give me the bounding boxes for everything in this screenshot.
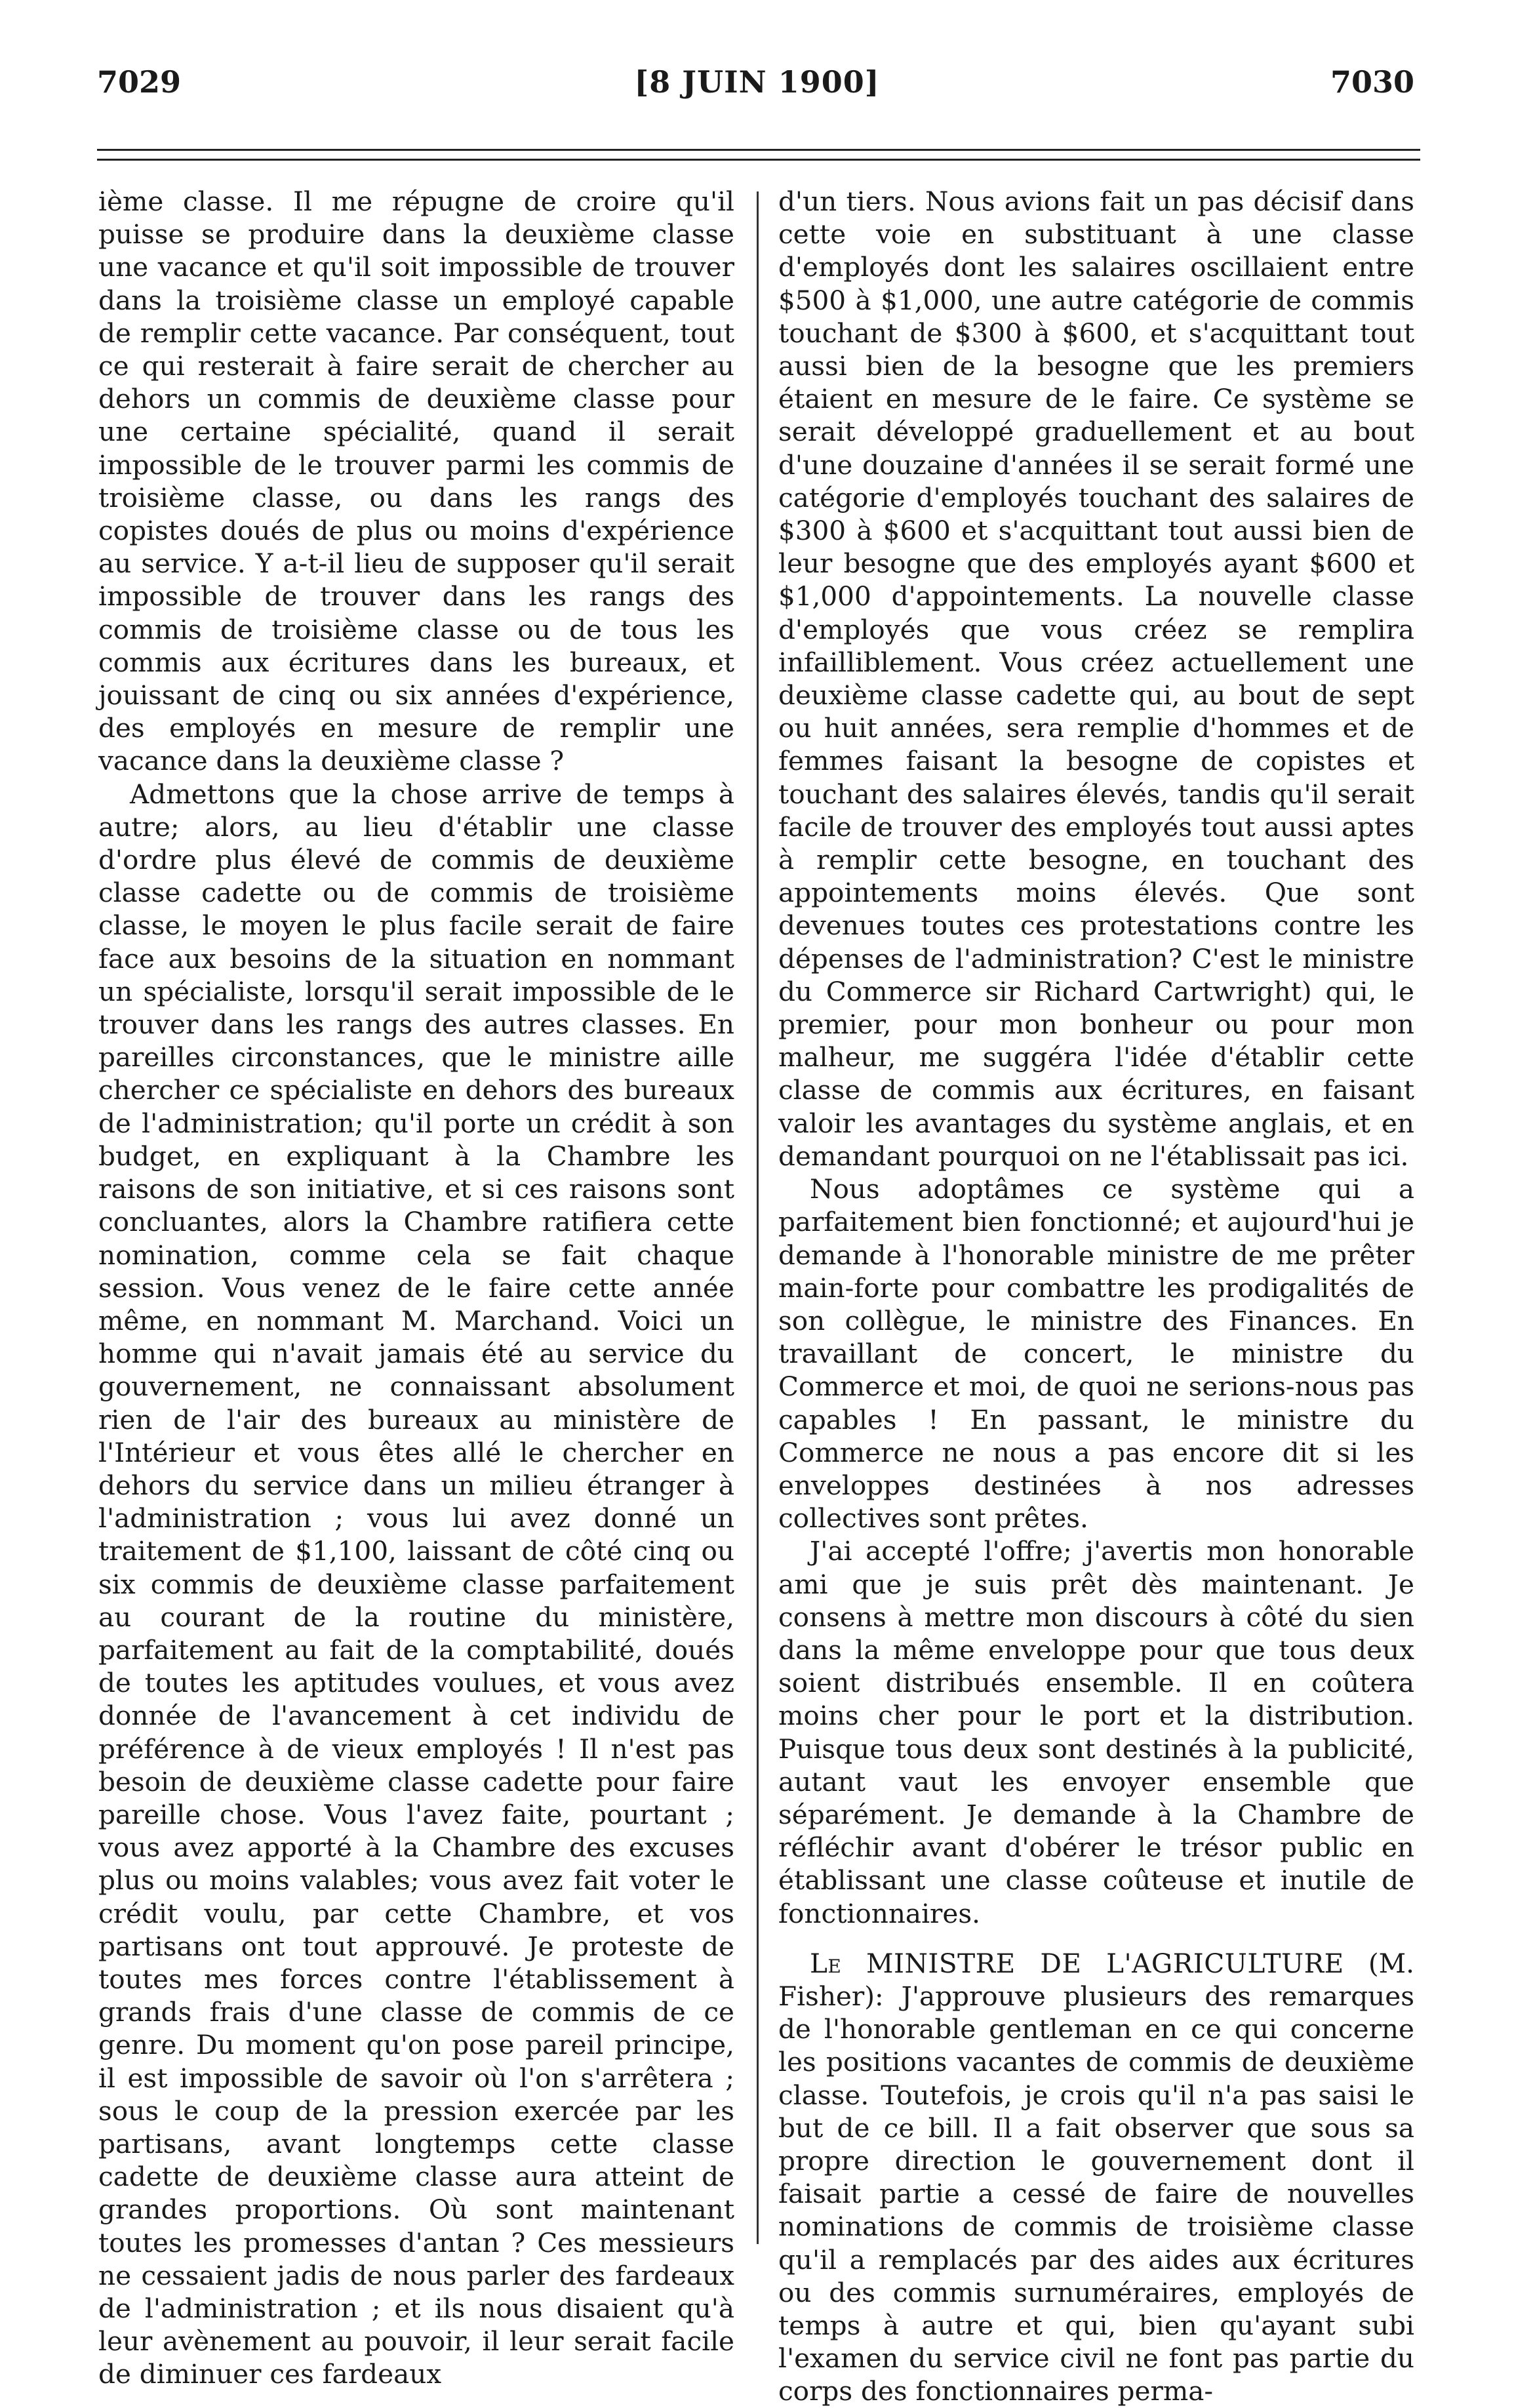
column-divider: [757, 191, 759, 2244]
left-paragraph-1: ième classe. Il me répugne de croire qu'il puisse se produire dans la deuxième classe une vacance et qu'il soit impossible de trouver dans la troisième classe un employé capable de remplir cette vacance. Par conséquent, tout ce qui resterait à faire serait de chercher au dehors un commis de deuxième classe pour une certaine spécialité, quand il serait impossible de le trouver parmi les commis de troisième classe, ou dans les rangs des copistes doués de plus ou moins d'expérience au service. Y a-t-il lieu de supposer qu'il serait impossible de trouver dans les rangs des commis de troisième classe ou de tous les commis aux écritures dans les bureaux, et jouissant de cinq ou six années d'expérience, des employés en mesure de remplir une vacance dans la deuxième classe ?: [98, 186, 734, 777]
right-paragraph-4: [778, 1947, 1414, 2408]
page-number-left: 7029: [97, 64, 182, 100]
page-date: [8 JUIN 1900]: [634, 64, 880, 100]
header-rule-top: [97, 149, 1420, 151]
right-paragraph-3: J'ai accepté l'offre; j'avertis mon honorable ami que je suis prêt dès maintenant. Je consens à mettre mon discours à côté du sien dans la même enveloppe pour que tous deux soient distribués ensemble. Il en coûtera moins cher pour le port et la distribution. Puisque tous deux sont destinés à la publicité, autant vaut les envoyer ensemble que séparément. Je demande à la Chambre de réfléchir avant d'obérer le trésor public en établissant une classe coûteuse et inutile de fonctionnaires.: [778, 1535, 1414, 1929]
right-paragraph-2: Nous adoptâmes ce système qui a parfaitement bien fonctionné; et aujourd'hui je demande à l'honorable ministre de me prêter main-forte pour combattre les prodigalités de son collègue, le ministre des Finances. En travaillant de concert, le ministre du Commerce et moi, de quoi ne serions-nous pas capables ! En passant, le ministre du Commerce ne nous a pas encore dit si les enveloppes destinées à nos adresses collectives sont prêtes.: [778, 1173, 1414, 1535]
page-header: [0, 62, 1514, 121]
speaker-name: Le MINISTRE DE L'AGRICULTURE: [810, 1947, 1344, 1979]
right-column: [778, 185, 1414, 2407]
left-paragraph-2: Admettons que la chose arrive de temps à autre; alors, au lieu d'établir une classe d'ordre plus élevé de commis de deuxième classe cadette ou de commis de troisième classe, le moyen le plus facile serait de faire face aux besoins de la situation en nommant un spécialiste, lorsqu'il serait impossible de le trouver dans les rangs des autres classes. En pareilles circonstances, que le ministre aille chercher ce spécialiste en dehors des bureaux de l'administration; qu'il porte un crédit à son budget, en expliquant à la Chambre les raisons de son initiative, et si ces raisons sont concluantes, alors la Chambre ratifiera cette nomination, comme cela se fait chaque session. Vous venez de le faire cette année même, en nommant M. Marchand. Voici un homme qui n'avait jamais été au service du gouvernement, ne connaissant absolument rien de l'air des bureaux au ministère de l'Intérieur et vous êtes allé le chercher en dehors du service dans un milieu étranger à l'administration ; vous lui avez donné un traitement de $1,100, laissant de côté cinq ou six commis de deuxième classe parfaitement au courant de la routine du ministère, parfaitement au fait de la comptabilité, doués de toutes les aptitudes voulues, et vous avez donnée de l'avancement à cet individu de préférence à de vieux employés ! Il n'est pas besoin de deuxième classe cadette pour faire pareille chose. Vous l'avez faite, pourtant ; vous avez apporté à la Chambre des excuses plus ou moins valables; vous avez fait voter le crédit voulu, par cette Chambre, et vos partisans ont tout approuvé. Je proteste de toutes mes forces contre l'établissement à grands frais d'une classe de commis de ce genre. Du moment qu'on pose pareil principe, il est impossible de savoir où l'on s'arrêtera ; sous le coup de la pression exercée par les partisans, avant longtemps cette classe cadette de deuxième classe aura atteint de grandes proportions. Où sont maintenant toutes les promesses d'antan ? Ces messieurs ne cessaient jadis de nous parler des fardeaux de l'administration ; et ils nous disaient qu'à leur avènement au pouvoir, il leur serait facile de diminuer ces fardeaux: [98, 778, 734, 2390]
left-column: [98, 185, 734, 2390]
right-paragraph-1: d'un tiers. Nous avions fait un pas décisif dans cette voie en substituant à une classe d'employés dont les salaires oscillaient entre $500 à $1,000, une autre catégorie de commis touchant de $300 à $600, et s'acquittant tout aussi bien de la besogne que les premiers étaient en mesure de le faire. Ce système se serait développé graduellement et au bout d'une douzaine d'années il se serait formé une catégorie d'employés touchant des salaires de $300 à $600 et s'acquittant tout aussi bien de leur besogne que des employés ayant $600 et $1,000 d'appointements. La nouvelle classe d'employés que vous créez se remplira infailliblement. Vous créez actuellement une deuxième classe cadette qui, au bout de sept ou huit années, sera remplie d'hommes et de femmes faisant la besogne de copistes et touchant des salaires élevés, tandis qu'il serait facile de trouver des employés tout aussi aptes à remplir cette besogne, en touchant des appointements moins élevés. Que sont devenues toutes ces protestations contre les dépenses de l'administration? C'est le ministre du Commerce sir Richard Cartwright) qui, le premier, pour mon bonheur ou pour mon malheur, me suggéra l'idée d'établir cette classe de commis aux écritures, en faisant valoir les avantages du système anglais, et en demandant pourquoi on ne l'établissait pas ici.: [778, 186, 1414, 1172]
speaker-text: (M. Fisher): J'approuve plusieurs des remarques de l'honorable gentleman en ce qui concerne les positions vacantes de commis de deuxième classe. Toutefois, je crois qu'il n'a pas saisi le but de ce bill. Il a fait observer que sous sa propre direction le gouvernement dont il faisait partie a cessé de faire de nouvelles nominations de commis de troisième classe qu'il a remplacés par des aides aux écritures ou des commis surnuméraires, employés de temps à autre et qui, bien qu'ayant subi l'examen du service civil ne font pas partie du corps des fonctionnaires perma-: [778, 1947, 1414, 2407]
header-rule-bottom: [97, 159, 1420, 161]
page-number-right: 7030: [1330, 64, 1414, 100]
